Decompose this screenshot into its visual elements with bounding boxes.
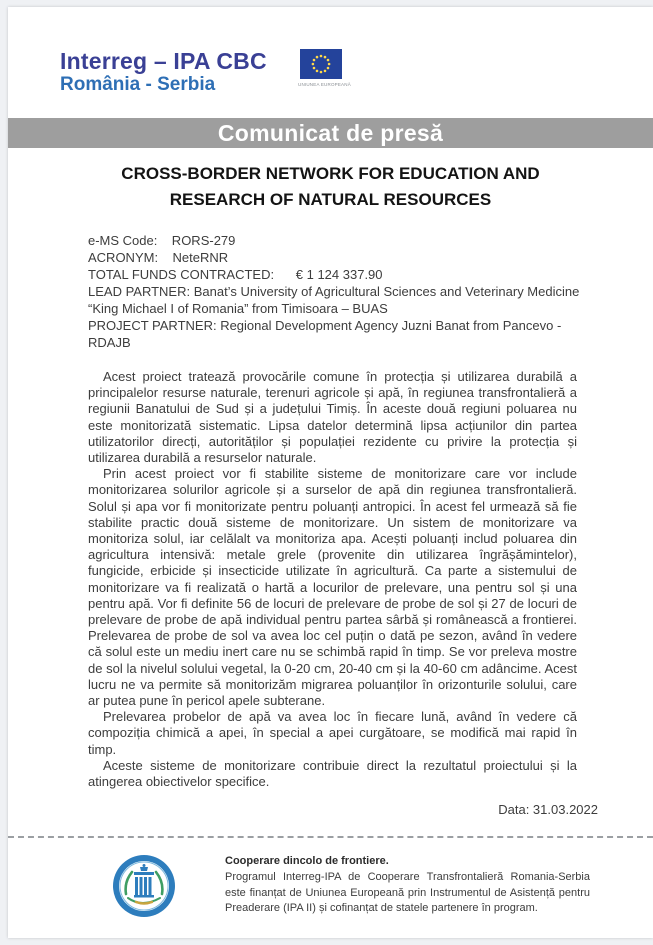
project-detail-line: e-MS Code: RORS-279 — [88, 233, 236, 248]
project-detail-line: PROJECT PARTNER: Regional Development Agency Juzni Banat from Pancevo - RDAJB — [88, 318, 565, 350]
footer — [8, 838, 653, 918]
footer-slogan: Cooperare dincolo de frontiere. — [225, 855, 389, 868]
date-line: Data: 31.03.2022 — [498, 802, 598, 818]
press-release-banner — [8, 118, 653, 148]
paragraph: Acest proiect tratează provocările comune în protecția și utilizarea durabilă a principalelor resurse naturale, terenuri agricole și apă, în regiunea transfrontalieră a regiunii Banatului de Sud și a județului Timiș. În aceste două regiuni poluarea nu este monitorizată sistematic. Lipsa datelor determină lipsa acțiunilor din partea utilizatorilor direcți, autorităților și populației rezidente cu privire la protecția și utilizarea durabilă a resurselor naturale. — [88, 369, 577, 466]
eu-flag-caption: UNIUNEA EUROPEANĂ — [298, 82, 351, 87]
project-detail-line: ACRONYM: NeteRNR — [88, 250, 229, 265]
paragraph: Prin acest proiect vor fi stabilite sisteme de monitorizare care vor include monitorizarea solurilor agricole și a surselor de apă din regiunea transfrontalieră. Solul și apa vor fi monitorizate pentru poluanți antropici. În acest fel urmează să fie stabilite practic două sisteme de monitorizare. Un sistem de monitorizare va monitoriza solul, iar celălalt va monitoriza apa. Acești poluanți includ poluarea din agricultura intensivă: metale grele (provenite din utilizarea îngrășămintelor), fungicide, erbicide și insecticide utilizate în agricultură. Ca parte a sistemului de monitorizare va fi realizată o hartă a locurilor de prelevare, una pentru sol și una pentru apă. Vor fi definite 56 de locuri de prelevare de probe de sol și 27 de locuri de prelevare de probe de apă individual pentru partea sârbă și românească a frontierei. Prelevarea de probe de sol va avea loc cel puțin o dată pe sezon, având în vedere că solul este un mediu inert care nu se schimbă rapid în timp. Se vor preleva mostre de sol la nivelul solului vegetal, la 0-20 cm, 20-40 cm și la 40-60 cm adâncime. Acest lucru ne va permite să monitorizăm migrarea poluanților în orizonturile solului, care ar putea pune în pericol apele subterane. — [88, 466, 577, 709]
footer-description: Programul Interreg-IPA de Cooperare Transfrontalieră Romania-Serbia este finanțat de Uniunea Europeană prin Instrumentul de Asistență pentru Preaderare (IPA II) și cofinanțat de statele partenere în program. — [225, 871, 590, 915]
press-release-page — [8, 7, 653, 938]
footer-text-block — [225, 854, 590, 917]
banner-title: Comunicat de presă — [217, 119, 444, 146]
body-paragraphs — [88, 369, 577, 790]
project-details — [88, 232, 583, 351]
paragraph: Aceste sisteme de monitorizare contribuie direct la rezultatul proiectului și la atingerea obiectivelor specifice. — [88, 757, 577, 790]
eu-flag-icon — [300, 49, 342, 79]
interreg-logo-title: Interreg – IPA CBC — [60, 48, 267, 74]
interreg-logo — [60, 49, 298, 96]
project-detail-line: TOTAL FUNDS CONTRACTED: € 1 124 337.90 — [88, 267, 383, 282]
document-title: CROSS-BORDER NETWORK FOR EDUCATION AND RESEARCH OF NATURAL RESOURCES — [121, 164, 540, 209]
university-seal-logo — [112, 854, 176, 918]
program-logo-header — [8, 7, 653, 102]
eu-flag-block — [298, 49, 351, 87]
interreg-logo-subtitle: România - Serbia — [60, 74, 216, 95]
project-detail-line: LEAD PARTNER: Banat’s University of Agricultural Sciences and Veterinary Medicine “King Michael I of Romania” from Timisoara – BUAS — [88, 284, 583, 316]
paragraph: Prelevarea probelor de apă va avea loc în fiecare lună, având în vedere că compoziția chimică a apei, în special a apei curgătoare, se modifică mai rapid în timp. — [88, 709, 577, 757]
